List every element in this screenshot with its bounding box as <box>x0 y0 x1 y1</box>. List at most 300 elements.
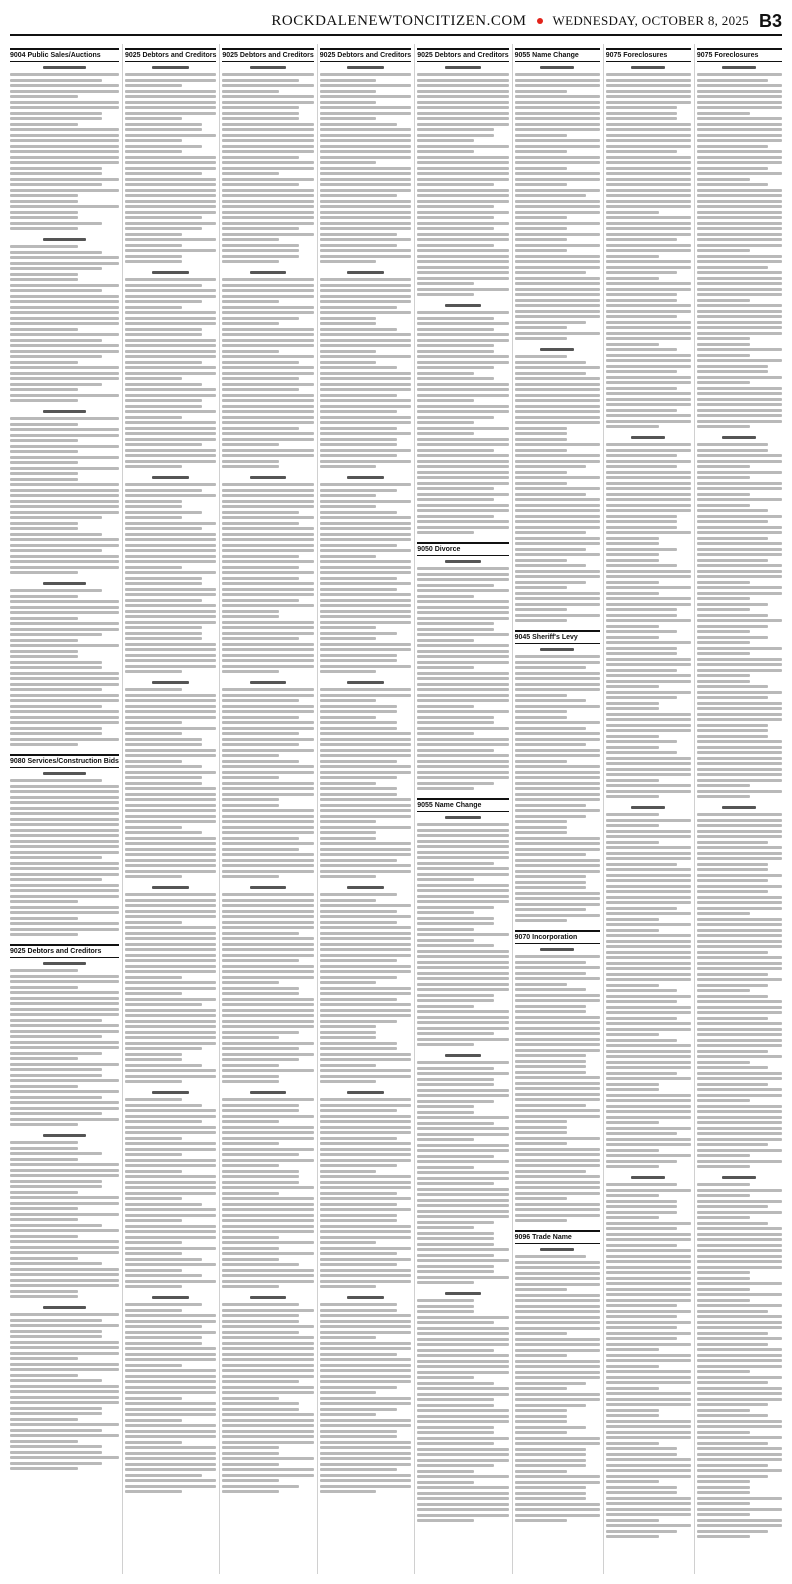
text-line <box>10 655 78 658</box>
text-line <box>320 416 411 419</box>
notice-id-line <box>250 1296 287 1299</box>
text-line <box>10 172 102 175</box>
text-line <box>606 79 691 82</box>
text-line <box>125 648 216 651</box>
text-line <box>417 961 508 964</box>
text-line <box>125 1042 216 1045</box>
text-line <box>320 249 411 252</box>
text-line <box>320 73 411 76</box>
text-line <box>222 328 313 331</box>
text-line <box>697 586 782 589</box>
notice-id-line <box>250 681 287 684</box>
text-line <box>606 1425 691 1428</box>
text-line <box>222 172 279 175</box>
text-line <box>10 527 78 530</box>
text-line <box>320 500 411 503</box>
text-line <box>222 809 313 812</box>
notice-id-line <box>347 681 384 684</box>
text-line <box>320 516 411 519</box>
text-line <box>222 95 313 98</box>
text-line <box>10 350 119 353</box>
text-line <box>697 1282 782 1285</box>
text-line <box>417 1376 474 1379</box>
text-line <box>125 727 216 730</box>
text-line <box>606 885 691 888</box>
text-line <box>606 1061 691 1064</box>
text-line <box>320 1148 411 1151</box>
text-line <box>515 227 568 230</box>
text-line <box>417 721 494 724</box>
text-line <box>515 1054 587 1057</box>
text-line <box>515 531 587 534</box>
text-line <box>515 476 600 479</box>
text-line <box>320 1064 377 1067</box>
text-line <box>515 919 568 922</box>
text-line <box>320 1137 397 1140</box>
text-line <box>320 626 377 629</box>
text-line <box>417 1393 508 1396</box>
text-line <box>697 581 750 584</box>
text-line <box>125 804 216 807</box>
notice-id-line <box>347 886 384 889</box>
text-line <box>222 1424 313 1427</box>
text-line <box>697 962 782 965</box>
text-line <box>320 238 411 241</box>
text-line <box>10 284 119 287</box>
text-line <box>697 934 782 937</box>
text-line <box>417 1431 494 1434</box>
text-line <box>222 1186 313 1189</box>
text-line <box>320 1358 411 1361</box>
text-line <box>417 1038 508 1041</box>
text-line <box>515 760 568 763</box>
text-line <box>697 1497 782 1500</box>
text-line <box>417 117 508 120</box>
text-line <box>320 117 377 120</box>
text-line <box>10 1385 119 1388</box>
text-line <box>10 884 119 887</box>
text-line <box>515 1294 600 1297</box>
legal-notice <box>125 886 216 1083</box>
text-line <box>697 1050 769 1053</box>
text-line <box>10 807 119 810</box>
text-line <box>10 361 78 364</box>
text-line <box>606 1132 678 1135</box>
text-line <box>222 848 299 851</box>
text-line <box>125 1353 216 1356</box>
text-line <box>125 432 216 435</box>
text-line <box>125 910 216 913</box>
text-line <box>222 632 313 635</box>
text-line <box>222 1342 313 1345</box>
notice-id-line <box>152 476 189 479</box>
text-line <box>125 500 182 503</box>
text-line <box>417 699 508 702</box>
text-line <box>606 266 691 269</box>
text-line <box>320 1446 411 1449</box>
text-line <box>125 705 216 708</box>
text-line <box>222 1435 313 1438</box>
text-line <box>320 1053 411 1056</box>
text-line <box>320 1047 397 1050</box>
text-line <box>697 945 782 948</box>
text-line <box>320 1430 397 1433</box>
text-line <box>417 939 474 942</box>
text-line <box>10 333 119 336</box>
text-line <box>125 1391 216 1394</box>
text-line <box>417 1305 474 1308</box>
text-line <box>320 1131 411 1134</box>
text-line <box>320 194 397 197</box>
text-line <box>697 321 782 324</box>
text-line <box>125 721 182 724</box>
text-line <box>222 1336 313 1339</box>
text-line <box>417 476 508 479</box>
text-line <box>10 311 119 314</box>
text-line <box>222 295 313 298</box>
text-line <box>606 403 691 406</box>
text-line <box>320 1192 397 1195</box>
text-line <box>222 910 313 913</box>
text-line <box>10 812 119 815</box>
text-line <box>417 705 474 708</box>
text-line <box>515 603 600 606</box>
text-line <box>697 1288 750 1291</box>
text-line <box>515 655 600 658</box>
text-line <box>222 743 299 746</box>
text-line <box>697 414 782 417</box>
text-line <box>125 976 182 979</box>
text-line <box>320 1285 377 1288</box>
text-line <box>417 1481 474 1484</box>
text-line <box>515 716 568 719</box>
text-line <box>606 768 691 771</box>
legal-notice <box>125 271 216 468</box>
text-line <box>125 899 216 902</box>
text-line <box>697 112 750 115</box>
text-line <box>10 139 119 142</box>
text-line <box>10 1467 78 1470</box>
text-line <box>125 998 216 1001</box>
text-line <box>320 809 411 812</box>
text-line <box>606 685 659 688</box>
text-line <box>320 732 411 735</box>
text-line <box>606 674 691 677</box>
text-line <box>222 1309 313 1312</box>
text-line <box>697 691 782 694</box>
text-line <box>10 90 119 93</box>
text-line <box>222 383 313 386</box>
text-line <box>697 189 782 192</box>
text-line <box>125 1468 216 1471</box>
text-line <box>320 1331 411 1334</box>
legal-notice <box>606 66 691 428</box>
notice-id-line <box>631 806 665 809</box>
text-line <box>320 1181 411 1184</box>
text-line <box>417 244 494 247</box>
text-line <box>606 1442 659 1445</box>
text-line <box>125 820 216 823</box>
text-line <box>417 1138 474 1141</box>
text-line <box>606 1194 659 1197</box>
text-line <box>606 735 659 738</box>
text-line <box>125 593 216 596</box>
text-line <box>417 350 494 353</box>
text-line <box>222 754 279 757</box>
text-line <box>125 222 216 225</box>
text-line <box>417 895 508 898</box>
text-line <box>10 1191 78 1194</box>
text-line <box>417 161 508 164</box>
text-line <box>320 760 397 763</box>
text-line <box>320 910 397 913</box>
text-line <box>697 1233 782 1236</box>
text-line <box>125 405 202 408</box>
text-line <box>515 1442 600 1445</box>
text-line <box>320 90 377 93</box>
text-line <box>320 1175 411 1178</box>
legal-notice <box>222 681 313 878</box>
text-line <box>697 1099 750 1102</box>
text-line <box>417 776 508 779</box>
text-line <box>515 804 587 807</box>
legal-notice <box>222 1296 313 1493</box>
text-line <box>10 1202 119 1205</box>
notice-id-line <box>43 582 87 585</box>
text-line <box>417 639 474 642</box>
text-line <box>222 1391 313 1394</box>
text-line <box>697 205 782 208</box>
text-line <box>515 416 600 419</box>
text-line <box>222 183 299 186</box>
text-line <box>515 366 600 369</box>
text-line <box>320 848 411 851</box>
text-line <box>320 1336 377 1339</box>
text-line <box>697 852 782 855</box>
text-line <box>697 1260 782 1263</box>
text-line <box>417 399 474 402</box>
text-line <box>417 1089 508 1092</box>
text-line <box>10 417 119 420</box>
text-line <box>320 244 397 247</box>
text-line <box>606 773 691 776</box>
text-line <box>606 299 678 302</box>
text-line <box>515 1409 568 1412</box>
text-line <box>606 553 659 556</box>
text-line <box>125 522 216 525</box>
text-line <box>606 652 678 655</box>
text-line <box>320 421 411 424</box>
text-line <box>10 1412 102 1415</box>
text-line <box>697 1431 750 1434</box>
text-line <box>606 559 659 562</box>
text-line <box>606 795 659 798</box>
text-line <box>320 604 411 607</box>
text-line <box>10 1196 119 1199</box>
text-line <box>222 1131 313 1134</box>
legal-notice <box>417 304 508 534</box>
text-line <box>222 1369 313 1372</box>
text-line <box>417 966 508 969</box>
text-line <box>515 1387 568 1390</box>
text-line <box>125 1320 216 1323</box>
text-line <box>697 575 782 578</box>
text-line <box>320 494 377 497</box>
text-line <box>222 1075 279 1078</box>
text-line <box>222 776 279 779</box>
text-line <box>320 1402 411 1405</box>
text-line <box>320 659 397 662</box>
text-line <box>515 875 587 878</box>
text-line <box>606 1436 691 1439</box>
text-line <box>417 1215 508 1218</box>
text-line <box>697 387 782 390</box>
text-line <box>417 1122 494 1125</box>
text-line <box>515 465 587 468</box>
text-line <box>125 1159 216 1162</box>
text-line <box>10 1163 119 1166</box>
text-line <box>320 921 397 924</box>
text-line <box>606 1033 659 1036</box>
text-line <box>222 1014 313 1017</box>
text-line <box>515 677 600 680</box>
text-line <box>320 621 411 624</box>
text-line <box>606 680 691 683</box>
notice-id-line <box>250 66 287 69</box>
text-line <box>125 943 216 946</box>
notice-id-line <box>540 66 574 69</box>
legal-notice <box>417 1292 508 1522</box>
text-line <box>697 465 750 468</box>
text-line <box>606 835 691 838</box>
text-line <box>320 705 397 708</box>
text-line <box>125 1386 216 1389</box>
text-line <box>606 1022 691 1025</box>
text-line <box>697 288 782 291</box>
text-line <box>320 1258 411 1261</box>
text-line <box>222 1485 299 1488</box>
text-line <box>606 123 691 126</box>
text-line <box>606 332 691 335</box>
text-line <box>417 361 508 364</box>
text-line <box>417 1010 508 1013</box>
text-line <box>417 840 508 843</box>
text-line <box>417 328 494 331</box>
text-line <box>606 343 659 346</box>
text-line <box>515 597 600 600</box>
text-line <box>320 189 411 192</box>
text-line <box>417 509 508 512</box>
text-line <box>697 73 782 76</box>
text-line <box>320 1241 377 1244</box>
text-line <box>697 1077 782 1080</box>
text-line <box>10 73 119 76</box>
legal-notice <box>10 1306 119 1470</box>
text-line <box>515 1431 568 1434</box>
text-line <box>515 1049 600 1052</box>
text-line <box>10 445 119 448</box>
text-line <box>417 1177 508 1180</box>
text-line <box>10 1030 119 1033</box>
text-line <box>515 1310 600 1313</box>
text-line <box>10 339 102 342</box>
text-line <box>10 1368 119 1371</box>
text-line <box>222 527 313 530</box>
text-line <box>417 889 508 892</box>
text-line <box>515 1464 587 1467</box>
text-line <box>320 1391 377 1394</box>
text-line <box>10 1019 102 1022</box>
text-line <box>515 1415 568 1418</box>
text-line <box>697 420 782 423</box>
text-line <box>125 238 216 241</box>
text-line <box>10 699 119 702</box>
text-line <box>125 427 216 430</box>
text-line <box>417 498 494 501</box>
text-line <box>515 592 600 595</box>
text-line <box>515 377 600 380</box>
text-line <box>417 1470 474 1473</box>
text-line <box>417 255 508 258</box>
text-line <box>10 873 119 876</box>
text-line <box>515 988 587 991</box>
text-line <box>125 1031 216 1034</box>
text-line <box>125 494 216 497</box>
text-line <box>222 981 279 984</box>
text-line <box>515 1197 568 1200</box>
text-line <box>10 1284 119 1287</box>
text-line <box>125 1047 202 1050</box>
text-line <box>125 1148 216 1151</box>
text-line <box>10 1257 78 1260</box>
text-line <box>417 873 508 876</box>
text-line <box>10 1324 119 1327</box>
text-line <box>222 937 313 940</box>
text-line <box>320 322 377 325</box>
notice-id-line <box>445 66 482 69</box>
notice-id-line <box>347 1296 384 1299</box>
text-line <box>697 271 782 274</box>
text-line <box>417 394 508 397</box>
text-line <box>515 1120 568 1123</box>
text-line <box>697 1227 782 1230</box>
text-line <box>697 912 750 915</box>
text-line <box>222 705 313 708</box>
text-line <box>125 1252 182 1255</box>
text-line <box>417 710 508 713</box>
text-line <box>10 500 119 503</box>
text-line <box>697 824 782 827</box>
text-line <box>606 1343 691 1346</box>
text-line <box>222 1430 313 1433</box>
text-line <box>606 663 691 666</box>
text-line <box>320 106 411 109</box>
text-line <box>222 615 279 618</box>
text-line <box>697 178 750 181</box>
text-line <box>10 661 102 664</box>
text-line <box>125 79 216 82</box>
text-line <box>222 128 313 131</box>
text-line <box>515 106 600 109</box>
text-line <box>320 782 377 785</box>
text-line <box>222 244 299 247</box>
text-line <box>417 1155 494 1158</box>
text-line <box>320 79 377 82</box>
text-line <box>515 848 600 851</box>
text-line <box>515 1316 600 1319</box>
text-line <box>515 721 600 724</box>
text-line <box>606 1530 678 1533</box>
